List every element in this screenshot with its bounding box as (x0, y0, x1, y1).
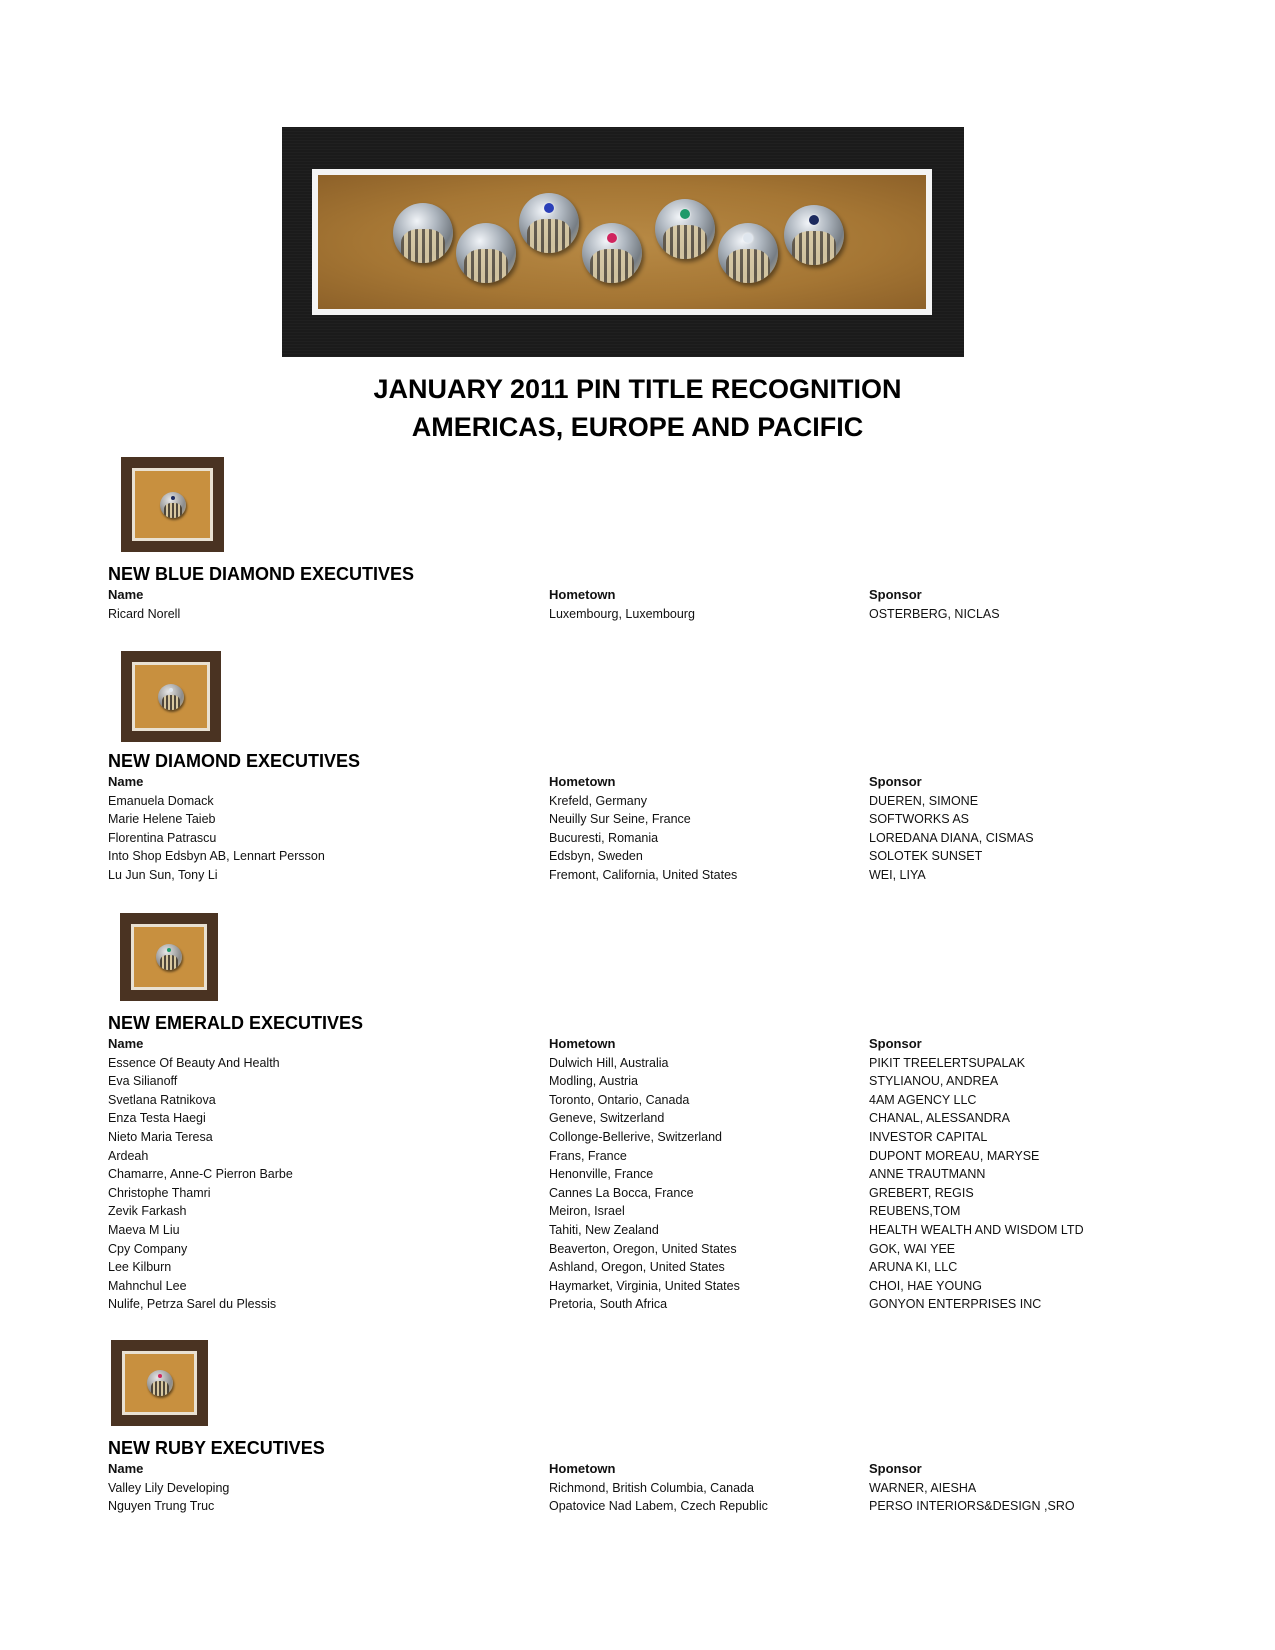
col-hometown-header: Hometown (549, 774, 616, 789)
cell-hometown: Fremont, California, United States (549, 867, 738, 882)
cell-sponsor: SOLOTEK SUNSET (869, 849, 983, 864)
cell-name: Eva Silianoff (108, 1074, 178, 1089)
cell-sponsor: GOK, WAI YEE (869, 1241, 956, 1256)
col-hometown-header: Hometown (549, 587, 616, 602)
section-blue-diamond (108, 562, 1168, 623)
cell-name: Marie Helene Taieb (108, 812, 216, 827)
table-row (108, 1054, 1168, 1073)
cell-name: Cpy Company (108, 1241, 188, 1256)
cell-name: Florentina Patrascu (108, 830, 217, 845)
table-row (108, 810, 1168, 829)
cell-hometown: Luxembourg, Luxembourg (549, 606, 695, 621)
cell-name: Enza Testa Haegi (108, 1111, 206, 1126)
cell-hometown: Collonge-Bellerive, Switzerland (549, 1129, 722, 1144)
table-row (108, 1202, 1168, 1221)
cell-sponsor: DUPONT MOREAU, MARYSE (869, 1148, 1040, 1163)
col-name-header: Name (108, 1461, 144, 1476)
cell-hometown: Ashland, Oregon, United States (549, 1260, 725, 1275)
blue-diamond-pin-image (121, 457, 224, 552)
col-name-header: Name (108, 587, 144, 602)
cell-hometown: Modling, Austria (549, 1074, 638, 1089)
ruby-pin-image (111, 1340, 208, 1426)
section-heading: NEW BLUE DIAMOND EXECUTIVES (108, 564, 415, 584)
cell-name: Into Shop Edsbyn AB, Lennart Persson (108, 849, 325, 864)
col-sponsor-header: Sponsor (869, 587, 922, 602)
cell-sponsor: DUEREN, SIMONE (869, 793, 979, 808)
ruby-pin-icon (147, 1370, 173, 1396)
cell-name: Nieto Maria Teresa (108, 1129, 213, 1144)
table-row (108, 1295, 1168, 1314)
cell-name: Mahnchul Lee (108, 1278, 187, 1293)
table-header (108, 586, 1168, 605)
cell-sponsor: WEI, LIYA (869, 867, 926, 882)
cell-name: Lu Jun Sun, Tony Li (108, 867, 218, 882)
table-row (108, 1091, 1168, 1110)
table-row (108, 1497, 1168, 1516)
cell-name: Svetlana Ratnikova (108, 1092, 216, 1107)
cell-hometown: Henonville, France (549, 1167, 654, 1182)
cell-hometown: Toronto, Ontario, Canada (549, 1092, 690, 1107)
cell-hometown: Dulwich Hill, Australia (549, 1055, 669, 1070)
table-row (108, 1184, 1168, 1203)
table-row (108, 1221, 1168, 1240)
cell-sponsor: OSTERBERG, NICLAS (869, 606, 1000, 621)
cell-sponsor: CHOI, HAE YOUNG (869, 1278, 982, 1293)
cell-hometown: Geneve, Switzerland (549, 1111, 665, 1126)
cell-hometown: Beaverton, Oregon, United States (549, 1241, 737, 1256)
table-row (108, 1109, 1168, 1128)
table-row (108, 829, 1168, 848)
cell-hometown: Bucuresti, Romania (549, 830, 659, 845)
page-title-line2: AMERICAS, EUROPE AND PACIFIC (411, 412, 864, 442)
section-emerald (108, 1011, 1168, 1314)
table-row (108, 792, 1168, 811)
emerald-pin-image (120, 913, 218, 1001)
banner-velvet (318, 175, 926, 309)
banner-mat (312, 169, 932, 315)
banner-pin-frame-image (282, 127, 964, 357)
cell-hometown: Meiron, Israel (549, 1204, 625, 1219)
table-row (108, 1128, 1168, 1147)
col-name-header: Name (108, 774, 144, 789)
cell-hometown: Tahiti, New Zealand (549, 1222, 659, 1237)
table-row (108, 1072, 1168, 1091)
section-heading: NEW RUBY EXECUTIVES (108, 1438, 325, 1458)
table-row (108, 1277, 1168, 1296)
sapphire-pin-icon (519, 193, 579, 253)
table-row (108, 1165, 1168, 1184)
cell-sponsor: 4AM AGENCY LLC (869, 1092, 977, 1107)
diamond-pin-icon (718, 223, 778, 283)
cell-hometown: Haymarket, Virginia, United States (549, 1278, 740, 1293)
cell-name: Maeva M Liu (108, 1222, 180, 1237)
cell-name: Chamarre, Anne-C Pierron Barbe (108, 1167, 293, 1182)
silver-gold-pin-icon (456, 223, 516, 283)
cell-sponsor: ARUNA KI, LLC (869, 1260, 958, 1275)
cell-sponsor: WARNER, AIESHA (869, 1480, 977, 1495)
table-row (108, 847, 1168, 866)
table-row (108, 866, 1168, 885)
table-row (108, 1479, 1168, 1498)
section-heading: NEW EMERALD EXECUTIVES (108, 1013, 364, 1033)
cell-sponsor: STYLIANOU, ANDREA (869, 1074, 999, 1089)
cell-name: Ricard Norell (108, 606, 181, 621)
table-row (108, 1147, 1168, 1166)
cell-sponsor: INVESTOR CAPITAL (869, 1129, 988, 1144)
cell-sponsor: REUBENS,TOM (869, 1204, 961, 1219)
cell-sponsor: GONYON ENTERPRISES INC (869, 1297, 1042, 1312)
cell-name: Nulife, Petrza Sarel du Plessis (108, 1297, 277, 1312)
cell-sponsor: HEALTH WEALTH AND WISDOM LTD (869, 1222, 1084, 1237)
section-ruby (108, 1436, 1168, 1516)
cell-sponsor: CHANAL, ALESSANDRA (869, 1111, 1011, 1126)
table-header (108, 1460, 1168, 1479)
cell-hometown: Pretoria, South Africa (549, 1297, 668, 1312)
cell-hometown: Krefeld, Germany (549, 793, 647, 808)
silver-pin-icon (393, 203, 453, 263)
page-title-line1: JANUARY 2011 PIN TITLE RECOGNITION (373, 374, 902, 404)
table-row (108, 1258, 1168, 1277)
cell-hometown: Richmond, British Columbia, Canada (549, 1480, 754, 1495)
cell-name: Ardeah (108, 1148, 149, 1163)
col-name-header: Name (108, 1036, 144, 1051)
cell-hometown: Frans, France (549, 1148, 627, 1163)
ruby-pin-icon (582, 223, 642, 283)
section-heading: NEW DIAMOND EXECUTIVES (108, 751, 361, 771)
table-header (108, 773, 1168, 792)
cell-name: Emanuela Domack (108, 793, 214, 808)
cell-name: Lee Kilburn (108, 1260, 172, 1275)
table-header (108, 1035, 1168, 1054)
col-sponsor-header: Sponsor (869, 1036, 922, 1051)
cell-sponsor: SOFTWORKS AS (869, 812, 970, 827)
cell-sponsor: PIKIT TREELERTSUPALAK (869, 1055, 1026, 1070)
cell-name: Christophe Thamri (108, 1185, 211, 1200)
col-hometown-header: Hometown (549, 1036, 616, 1051)
cell-name: Zevik Farkash (108, 1204, 187, 1219)
emerald-pin-icon (655, 199, 715, 259)
diamond-pin-image (121, 651, 221, 742)
col-sponsor-header: Sponsor (869, 774, 922, 789)
cell-name: Valley Lily Developing (108, 1480, 230, 1495)
section-diamond (108, 749, 1168, 885)
blue-diamond-pin-icon (784, 205, 844, 265)
cell-hometown: Edsbyn, Sweden (549, 849, 643, 864)
cell-sponsor: GREBERT, REGIS (869, 1185, 974, 1200)
diamond-pin-icon (158, 684, 184, 710)
cell-hometown: Neuilly Sur Seine, France (549, 812, 691, 827)
cell-sponsor: PERSO INTERIORS&DESIGN ,SRO (869, 1499, 1075, 1514)
table-row (108, 605, 1168, 624)
cell-name: Nguyen Trung Truc (108, 1499, 215, 1514)
col-sponsor-header: Sponsor (869, 1461, 922, 1476)
cell-hometown: Cannes La Bocca, France (549, 1185, 694, 1200)
cell-name: Essence Of Beauty And Health (108, 1055, 280, 1070)
cell-sponsor: LOREDANA DIANA, CISMAS (869, 830, 1034, 845)
cell-sponsor: ANNE TRAUTMANN (869, 1167, 986, 1182)
blue-diamond-pin-icon (160, 492, 186, 518)
cell-hometown: Opatovice Nad Labem, Czech Republic (549, 1499, 768, 1514)
emerald-pin-icon (156, 944, 182, 970)
table-row (108, 1240, 1168, 1259)
col-hometown-header: Hometown (549, 1461, 616, 1476)
